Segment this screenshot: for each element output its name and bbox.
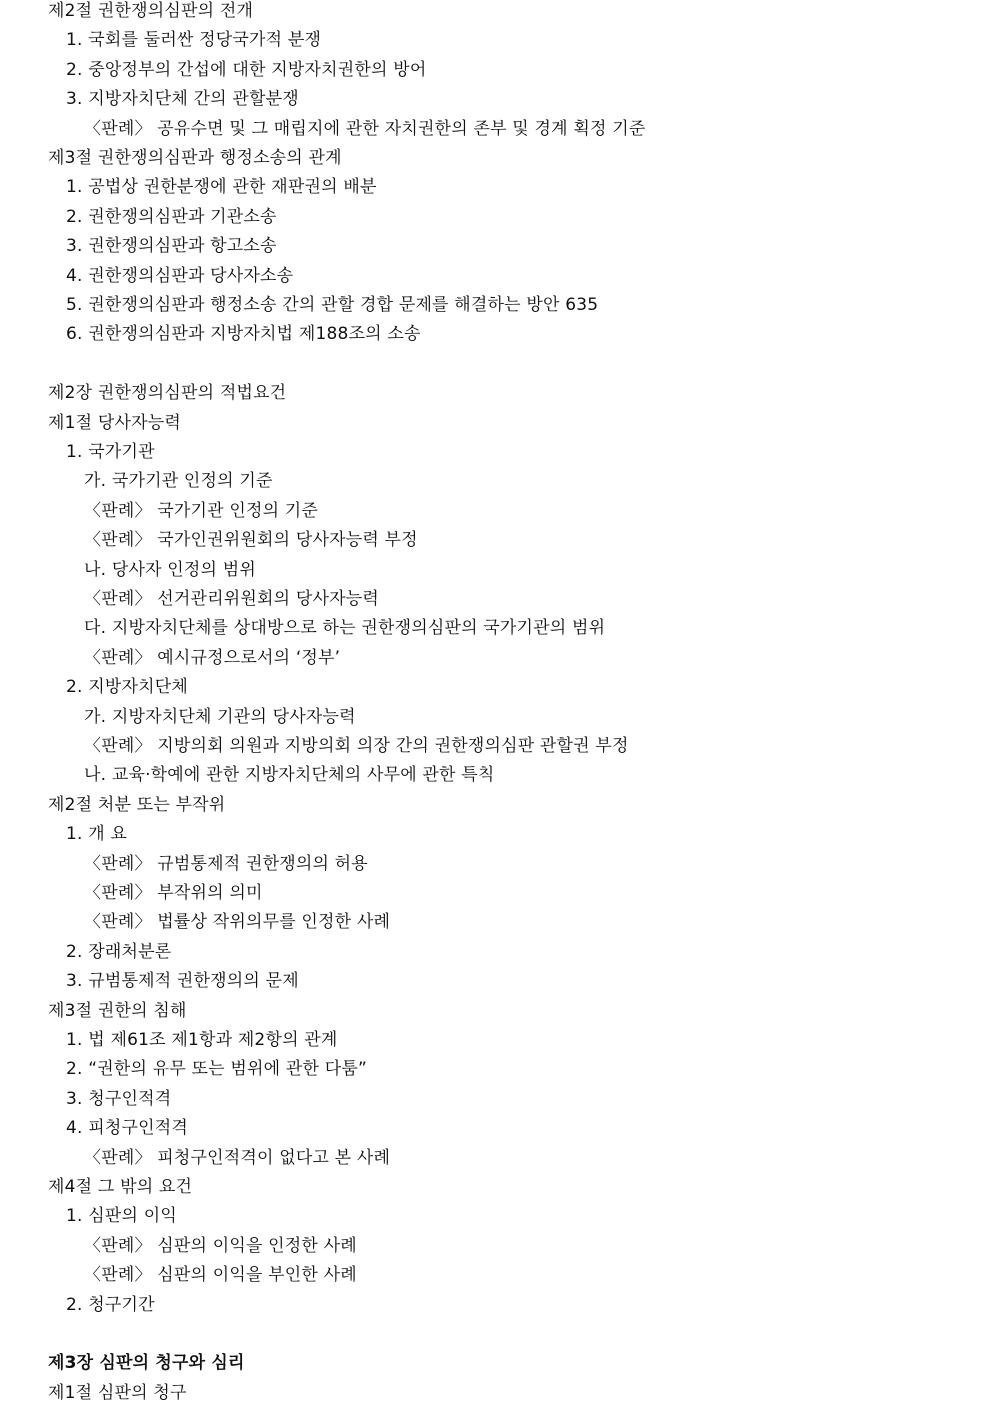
toc-item: 6. 권한쟁의심판과 지방자치법 제188조의 소송 xyxy=(66,324,421,345)
toc-item: 4. 권한쟁의심판과 당사자소송 xyxy=(66,265,294,286)
toc-heading: 제1절 당사자능력 xyxy=(48,412,181,433)
toc-subitem: 가. 국가기관 인정의 기준 xyxy=(84,471,273,492)
toc-heading: 제2절 처분 또는 부작위 xyxy=(48,794,226,815)
toc-item: 2. 권한쟁의심판과 기관소송 xyxy=(66,206,277,227)
toc-subitem: 나. 당사자 인정의 범위 xyxy=(84,559,257,580)
toc-subitem: 〈판례〉 부작위의 의미 xyxy=(84,883,263,903)
toc-subitem: 〈판례〉 심판의 이익을 부인한 사례 xyxy=(84,1265,357,1286)
toc-item: 3. 권한쟁의심판과 항고소송 xyxy=(66,236,277,257)
toc-subitem: 가. 지방자치단체 기관의 당사자능력 xyxy=(84,706,356,727)
toc-item: 2. “권한의 유무 또는 범위에 관한 다툼” xyxy=(66,1059,367,1080)
toc-heading: 제2절 권한쟁의심판의 전개 xyxy=(48,1,254,21)
toc-heading: 제3장 심판의 청구와 심리 xyxy=(48,1353,245,1374)
toc-item: 4. 피청구인적격 xyxy=(66,1118,188,1139)
toc-item: 2. 장래처분론 xyxy=(66,941,172,962)
toc-subitem: 〈판례〉 선거관리위원회의 당사자능력 xyxy=(84,589,379,609)
toc-item: 3. 청구인적격 xyxy=(66,1088,172,1109)
toc-subitem: 〈판례〉 예시규정으로서의 ‘정부’ xyxy=(84,647,341,668)
toc-item: 1. 국가기관 xyxy=(66,442,155,462)
toc-item: 3. 지방자치단체 간의 관할분쟁 xyxy=(66,89,299,110)
toc-subitem: 〈판례〉 법률상 작위의무를 인정한 사례 xyxy=(84,912,391,933)
toc-item: 1. 심판의 이익 xyxy=(66,1206,177,1227)
toc-subitem: 〈판례〉 국가인권위원회의 당사자능력 부정 xyxy=(84,530,418,551)
toc-subitem: 〈판례〉 심판의 이익을 인정한 사례 xyxy=(84,1235,357,1256)
toc-heading: 제1절 심판의 청구 xyxy=(48,1382,187,1403)
toc-heading: 제4절 그 밖의 요건 xyxy=(48,1177,193,1197)
toc-item: 2. 중앙정부의 간섭에 대한 지방자치권한의 방어 xyxy=(66,59,427,80)
toc-item: 3. 규범통제적 권한쟁의의 문제 xyxy=(66,971,299,992)
toc-item: 1. 국회를 둘러싼 정당국가적 분쟁 xyxy=(66,30,322,51)
toc-heading: 제2장 권한쟁의심판의 적법요건 xyxy=(48,383,287,404)
toc-subitem: 〈판례〉 국가기관 인정의 기준 xyxy=(84,500,319,521)
toc-item: 1. 공법상 권한분쟁에 관한 재판권의 배분 xyxy=(66,177,377,198)
toc-subitem: 〈판례〉 지방의회 의원과 지방의회 의장 간의 권한쟁의심판 관할권 부정 xyxy=(84,736,629,756)
toc-item: 2. 청구기간 xyxy=(66,1294,155,1315)
toc-subitem: 〈판례〉 공유수면 및 그 매립지에 관한 자치권한의 존부 및 경계 획정 기준 xyxy=(84,118,646,139)
toc-item: 2. 지방자치단체 xyxy=(66,677,188,698)
toc-subitem: 〈판례〉 규범통제적 권한쟁의의 허용 xyxy=(84,853,368,874)
toc-heading: 제3절 권한쟁의심판과 행정소송의 관계 xyxy=(48,148,342,168)
toc-item: 5. 권한쟁의심판과 행정소송 간의 관할 경합 문제를 해결하는 방안 635 xyxy=(66,295,599,315)
toc-subitem: 다. 지방자치단체를 상대방으로 하는 권한쟁의심판의 국가기관의 범위 xyxy=(84,618,606,639)
toc-subitem: 나. 교육·학예에 관한 지방자치단체의 사무에 관한 특칙 xyxy=(84,765,495,786)
toc-subitem: 〈판례〉 피청구인적격이 없다고 본 사례 xyxy=(84,1147,391,1168)
toc-item: 1. 개 요 xyxy=(66,824,128,845)
toc-heading: 제3절 권한의 침해 xyxy=(48,1000,187,1021)
toc-item: 1. 법 제61조 제1항과 제2항의 관계 xyxy=(66,1030,338,1050)
